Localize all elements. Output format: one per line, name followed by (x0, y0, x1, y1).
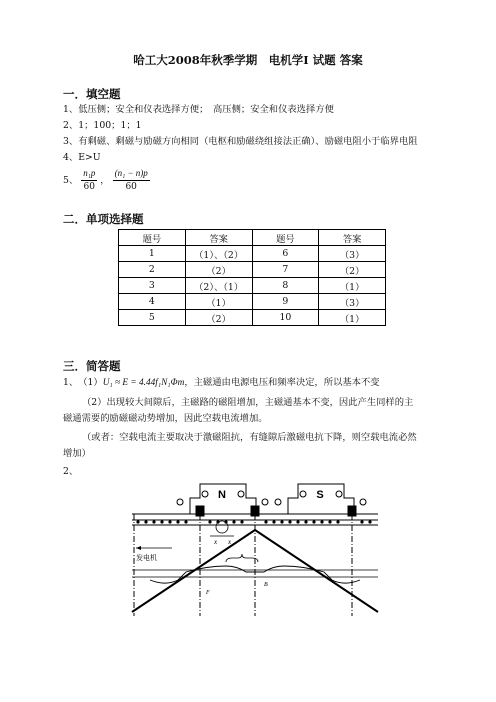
winding-dot (336, 491, 342, 497)
winding-dot (262, 499, 268, 505)
winding-dot (177, 499, 183, 505)
table-header-cell: 题号 (252, 230, 319, 246)
table-row (119, 294, 386, 310)
section3-heading: 三．简答题 (63, 359, 121, 373)
answer-3: 3、有剩磁、剩磁与励磁方向相同（电枢和励磁绕组接法正确）、励磁电阻小于临界电阻 (63, 136, 418, 147)
q1-explanation: ，主磁通由电源电压和频率决定，所以基本不变 (184, 377, 380, 388)
section1-heading: 一．填空题 (63, 87, 121, 101)
table-cell: 7 (252, 262, 319, 278)
winding-dot (202, 491, 208, 497)
winding-dot (360, 499, 366, 505)
winding-dot (300, 491, 306, 497)
table-cell: 1 (119, 246, 186, 262)
answer-5 (63, 167, 150, 194)
table-header-row (119, 230, 386, 246)
table-cell: （2）、（1） (185, 278, 252, 294)
fraction-1-numerator: n₁p (81, 167, 97, 181)
winding-dot (275, 499, 281, 505)
table-cell: （3） (319, 246, 386, 262)
table-cell: （2） (185, 262, 252, 278)
q1-part3-line2: 增加） (63, 448, 91, 459)
winding-dot (238, 491, 244, 497)
table-header-cell: 题号 (119, 230, 186, 246)
table-cell: 9 (252, 294, 319, 310)
table-cell: （3） (319, 294, 386, 310)
table-header-cell: 答案 (185, 230, 252, 246)
table-cell: 4 (119, 294, 186, 310)
q1-prefix: 1、 （1） (63, 377, 103, 388)
table-cell: （2） (319, 262, 386, 278)
answer-1: 1、低压侧；安全和仪表选择方便； 高压侧；安全和仪表选择方便 (63, 104, 334, 115)
q1-part2-line1: （2）出现较大间隙后，主磁路的磁阻增加，主磁通基本不变，因此产生同样的主 (82, 397, 414, 408)
q1-part3-line1: （或者：空载电流主要取决于激磁阻抗，有缝隙后激磁电抗下降，则空载电流必然 (82, 432, 417, 443)
table-cell: 2 (119, 262, 186, 278)
q1-part2-line2: 磁通需要的励磁磁动势增加，因此空载电流增加。 (63, 413, 268, 424)
table-cell: （1） (319, 278, 386, 294)
rotation-circle (216, 521, 228, 533)
fraction-synchronous-frequency (81, 167, 97, 194)
answer-5-prefix: 5、 (63, 175, 79, 186)
table-cell: 8 (252, 278, 319, 294)
answer-table (118, 229, 386, 326)
fraction-1-denominator: 60 (83, 182, 95, 192)
x-label: x (214, 538, 218, 546)
pole-n-label: N (218, 489, 226, 501)
table-row (119, 262, 386, 278)
pole-s-label: S (316, 489, 324, 501)
fraction-2-denominator: 60 (125, 182, 137, 192)
arrow-head (136, 546, 141, 550)
table-cell: （1） (319, 310, 386, 326)
table-cell: （1）、（2） (185, 246, 252, 262)
answer-4: 4、E>U (63, 152, 101, 163)
document-title: 哈工大2008年秋季学期 电机学Ⅰ 试题 答案 (133, 53, 363, 67)
fraction-slip-frequency (113, 167, 150, 194)
table-cell: 10 (252, 310, 319, 326)
q1-formula: U₁ ≈ E = 4.44f₁N₁Φm (102, 378, 185, 388)
table-cell: 3 (119, 278, 186, 294)
table-header-cell: 答案 (319, 230, 386, 246)
table-cell: （1） (185, 294, 252, 310)
b-label: B (264, 582, 268, 588)
brace-mark (226, 554, 258, 562)
answer-2: 2、1；100；1；1 (63, 120, 142, 131)
table-row (119, 310, 386, 326)
q2-prefix: 2、 (63, 466, 79, 477)
q1-part1 (63, 376, 380, 390)
section2-heading: 二．单项选择题 (63, 212, 144, 226)
table-row (119, 278, 386, 294)
table-row (119, 246, 386, 262)
motor-label: 发电机 (136, 554, 157, 562)
f-label: F (206, 590, 210, 596)
table-cell: 5 (119, 310, 186, 326)
fraction-separator: ， (100, 175, 110, 186)
dc-machine-field-diagram (130, 476, 380, 620)
fraction-2-numerator: (n₁ − n)p (113, 167, 150, 181)
x-label-2: x (228, 538, 232, 546)
table-cell: （2） (185, 310, 252, 326)
table-cell: 6 (252, 246, 319, 262)
